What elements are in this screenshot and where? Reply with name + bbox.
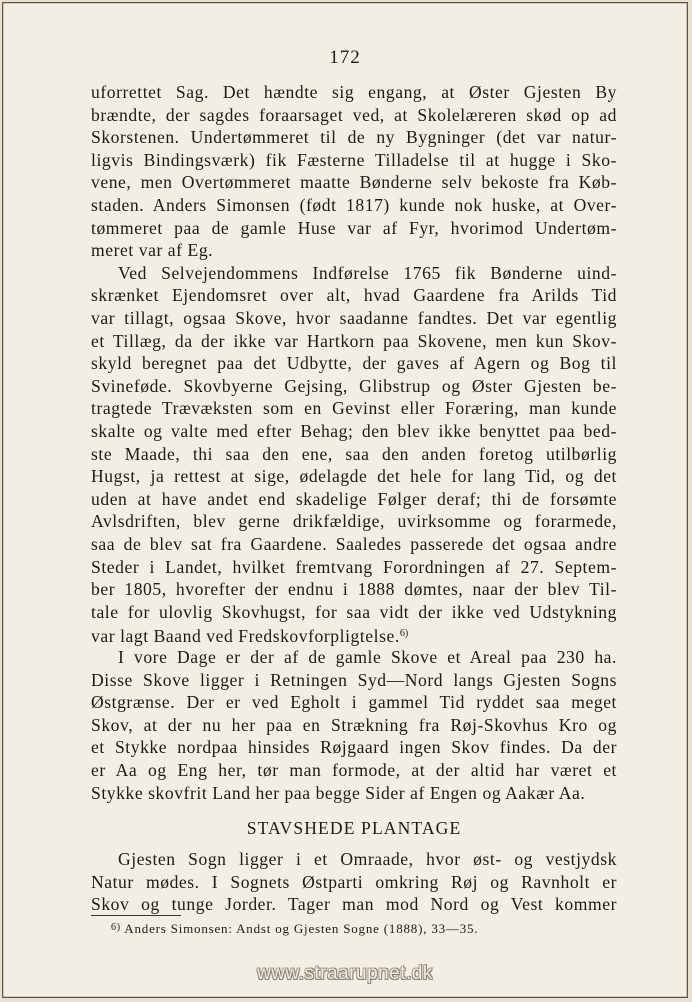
text-line: skalte og valte med efter Behag; den blev ikke benyttet paa bed-: [91, 420, 617, 441]
text-line: tale for ulovlig Skovhugst, for saa vidt der ikke ved Udstykning: [91, 601, 617, 622]
text-line: Disse Skove ligger i Retningen Syd—Nord langs Gjesten Sogns: [91, 669, 617, 690]
text-line: er Aa og Eng her, tør man formode, at der altid har været et: [91, 759, 617, 780]
book-page: [2, 2, 688, 998]
section-heading: STAVSHEDE PLANTAGE: [246, 818, 462, 838]
text-line: staden. Anders Simonsen (født 1817) kunde nok huske, at Over-: [91, 194, 617, 215]
website-watermark: www.straarupnet.dk: [257, 963, 433, 984]
text-line: Natur mødes. I Sognets Østparti omkring Røj og Ravnholt er: [91, 871, 617, 892]
text-line: uden at have andet end skadelige Følger deraf; thi de forsømte: [91, 488, 617, 509]
text-line: Skov og tunge Jorder. Tager man mod Nord og Vest kommer: [91, 894, 617, 915]
text-line: tømmeret paa de gamle Huse var af Fyr, hvorimod Undertøm-: [91, 217, 617, 238]
paragraph-gjesten-sogn: [91, 848, 617, 916]
text-line: meret var af Eg.: [91, 240, 214, 261]
footnote-reference: 6): [399, 628, 409, 640]
text-line: Skov, at der nu her paa en Strækning fra Røj-Skovhus Kro og: [91, 714, 617, 735]
text-line: et Tillæg, da der ikke var Hartkorn paa Skovene, men kun Skov-: [91, 330, 617, 351]
text-line: Hugst, ja rettest at sige, ødelagde det hele for lang Tid, og det: [91, 466, 617, 487]
text-line: Gjesten Sogn ligger i et Omraade, hvor øst- og vestjydsk: [118, 849, 617, 869]
text-line: Steder i Landet, hvilket fremtvang Forordningen af 27. Septem-: [91, 556, 617, 577]
paragraph-selvejendom: [91, 262, 617, 648]
text-line: ber 1805, hvorefter der endnu i 1888 dømtes, naar der blev Til-: [91, 579, 617, 600]
footnote-divider: [91, 915, 181, 916]
paragraph-skove-areal: [91, 646, 617, 804]
text-line: Østgrænse. Der er ved Egholt i gammel Tid ryddet saa meget: [91, 692, 617, 713]
footnote-text: Anders Simonsen: Andst og Gjesten Sogne (1888), 33—35.: [124, 921, 479, 936]
text-line: var tillagt, ogsaa Skove, hvor saadanne fandtes. Det var egentlig: [91, 307, 617, 328]
text-line: et Stykke nordpaa hinsides Røjgaard ingen Skov findes. Da der: [91, 737, 617, 758]
text-line: saa de blev sat fra Gaardene. Saaledes passerede det ogsaa andre: [91, 533, 617, 554]
text-line: ligvis Bindingsværk) fik Fæsterne Tilladelse til at hugge i Sko-: [91, 149, 617, 170]
text-line: vene, men Overtømmeret maatte Bønderne selv bekoste fra Køb-: [91, 172, 617, 193]
text-line: uforrettet Sag. Det hændte sig engang, at Øster Gjesten By: [91, 82, 617, 102]
text-line: Avlsdriften, blev gerne drikfældige, uvirksomme og forarmede,: [91, 511, 617, 532]
footnote-mark: 6): [111, 922, 121, 933]
footnote: [111, 921, 478, 937]
text-line: Skorstenen. Undertømmeret til de ny Bygninger (det var natur-: [91, 127, 617, 148]
text-line: Ved Selvejendommens Indførelse 1765 fik Bønderne uind-: [118, 262, 617, 283]
text-line: I vore Dage er der af de gamle Skove et Areal paa 230 ha.: [118, 647, 617, 667]
paragraph-continuation: [91, 81, 617, 262]
text-line: skyld beregnet paa det Udbytte, der gaves af Agern og Bog til: [91, 353, 617, 374]
page-number: 172: [329, 47, 361, 68]
text-line: Stykke skovfrit Land her paa begge Sider af Engen og Aakær Aa.: [91, 782, 586, 803]
text-line-content: var lagt Baand ved Fredskovforpligtelse.: [91, 626, 400, 647]
text-line: Svineføde. Skovbyerne Gejsing, Glibstrup og Øster Gjesten be-: [91, 375, 617, 396]
text-line: tragtede Trævæksten som en Gevinst eller Foræring, man kunde: [91, 398, 617, 419]
text-line: [91, 623, 617, 648]
text-line: ste Maade, thi saa den ene, saa den anden foretog utilbørlig: [91, 443, 617, 464]
text-line: brændte, der sagdes foraarsaget ved, at Skolelæreren skød op ad: [91, 104, 617, 125]
text-line: skrænket Ejendomsret over alt, hvad Gaardene fra Arilds Tid: [91, 285, 617, 306]
